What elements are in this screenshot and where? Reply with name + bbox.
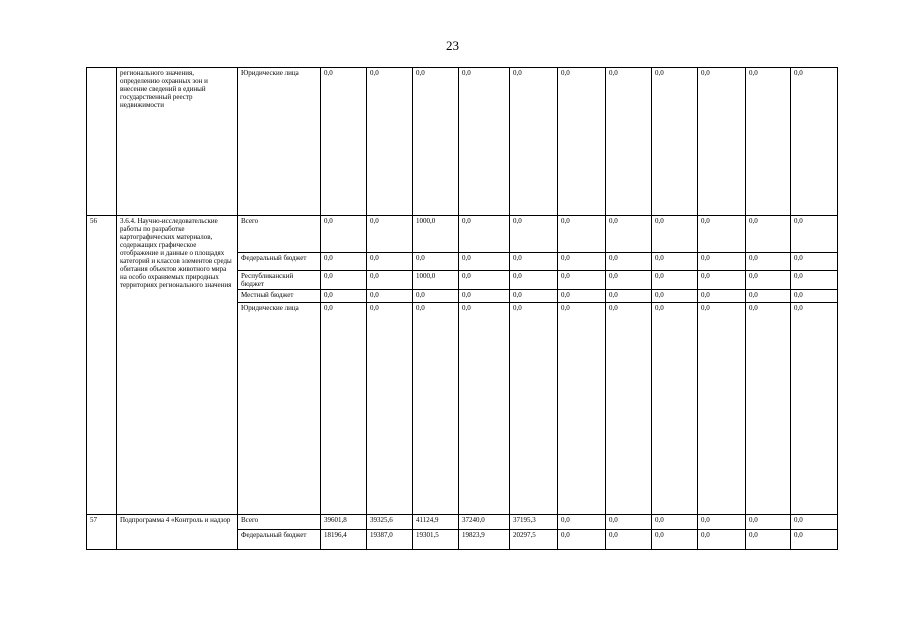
amount-cell: 39601,8 [321,515,367,530]
amount-cell: 0,0 [746,515,791,530]
amount-cell: 0,0 [367,68,413,216]
amount-cell: 0,0 [652,290,698,303]
amount-cell: 0,0 [606,530,652,550]
amount-cell: 0,0 [791,290,838,303]
amount-cell: 0,0 [558,303,606,515]
amount-cell: 0,0 [791,216,838,253]
amount-cell: 1000,0 [413,271,459,290]
amount-cell: 0,0 [558,253,606,271]
amount-cell: 0,0 [652,530,698,550]
funding-source: Федеральный бюджет [238,530,321,550]
amount-cell: 0,0 [698,303,746,515]
amount-cell: 0,0 [510,216,558,253]
amount-cell: 0,0 [606,68,652,216]
page-number: 23 [446,38,459,53]
amount-cell: 19387,0 [367,530,413,550]
amount-cell: 0,0 [321,216,367,253]
amount-cell: 0,0 [746,303,791,515]
amount-cell: 19823,9 [459,530,510,550]
row-number [87,68,117,216]
amount-cell: 0,0 [367,290,413,303]
amount-cell: 41124,9 [413,515,459,530]
amount-cell: 0,0 [459,271,510,290]
amount-cell: 0,0 [321,253,367,271]
amount-cell: 37240,0 [459,515,510,530]
measure-name: Подпрограмма 4 «Контроль и надзор [117,515,238,550]
amount-cell: 0,0 [510,290,558,303]
amount-cell: 0,0 [558,271,606,290]
measure-name: 3.6.4. Научно-исследовательские работы по разработке картографических материалов, содержащих графическое отображение и данные о площадях категорий и классов элементов среды обитания объектов животного мира на особо охраняемых природных территориях регионального значения [117,216,238,515]
funding-source: Федеральный бюджет [238,253,321,271]
amount-cell: 39325,6 [367,515,413,530]
funding-source: Юридические лица [238,303,321,515]
amount-cell: 18196,4 [321,530,367,550]
amount-cell: 0,0 [367,253,413,271]
amount-cell: 0,0 [698,253,746,271]
amount-cell: 0,0 [413,303,459,515]
amount-cell: 0,0 [606,515,652,530]
amount-cell: 0,0 [510,253,558,271]
amount-cell: 0,0 [791,515,838,530]
amount-cell: 0,0 [459,290,510,303]
amount-cell: 0,0 [746,68,791,216]
amount-cell: 0,0 [321,303,367,515]
amount-cell: 0,0 [510,68,558,216]
amount-cell: 0,0 [510,271,558,290]
row-number: 57 [87,515,117,550]
amount-cell: 0,0 [413,253,459,271]
amount-cell: 0,0 [746,290,791,303]
amount-cell: 0,0 [791,530,838,550]
funding-source: Республиканский бюджет [238,271,321,290]
table-row [87,216,838,253]
amount-cell: 0,0 [698,290,746,303]
amount-cell: 0,0 [746,530,791,550]
amount-cell: 0,0 [459,68,510,216]
amount-cell: 0,0 [791,271,838,290]
amount-cell: 0,0 [698,216,746,253]
amount-cell: 0,0 [367,303,413,515]
amount-cell: 0,0 [321,68,367,216]
amount-cell: 0,0 [606,290,652,303]
amount-cell: 0,0 [652,515,698,530]
amount-cell: 0,0 [698,530,746,550]
amount-cell: 0,0 [459,303,510,515]
amount-cell: 0,0 [367,271,413,290]
amount-cell: 0,0 [606,303,652,515]
amount-cell: 0,0 [558,530,606,550]
amount-cell: 0,0 [698,68,746,216]
amount-cell: 0,0 [558,216,606,253]
amount-cell: 0,0 [459,253,510,271]
amount-cell: 0,0 [698,271,746,290]
amount-cell: 0,0 [652,68,698,216]
amount-cell: 0,0 [413,68,459,216]
funding-source: Всего [238,216,321,253]
amount-cell: 0,0 [606,271,652,290]
funding-source: Местный бюджет [238,290,321,303]
amount-cell: 0,0 [652,253,698,271]
budget-table [86,67,838,550]
amount-cell: 20297,5 [510,530,558,550]
amount-cell: 0,0 [321,290,367,303]
amount-cell: 0,0 [606,253,652,271]
amount-cell: 0,0 [791,303,838,515]
amount-cell: 0,0 [558,290,606,303]
amount-cell: 0,0 [652,216,698,253]
amount-cell: 0,0 [558,68,606,216]
amount-cell: 0,0 [367,216,413,253]
measure-name: регионального значения, определению охранных зон и внесение сведений в единый государственный реестр недвижимости [117,68,238,216]
amount-cell: 1000,0 [413,216,459,253]
amount-cell: 0,0 [606,216,652,253]
amount-cell: 0,0 [791,68,838,216]
amount-cell: 0,0 [652,271,698,290]
amount-cell: 0,0 [746,271,791,290]
funding-source: Юридические лица [238,68,321,216]
amount-cell: 0,0 [558,515,606,530]
amount-cell: 0,0 [746,253,791,271]
table-row [87,68,838,216]
amount-cell: 19301,5 [413,530,459,550]
amount-cell: 0,0 [510,303,558,515]
amount-cell: 0,0 [321,271,367,290]
amount-cell: 0,0 [698,515,746,530]
amount-cell: 37195,3 [510,515,558,530]
amount-cell: 0,0 [791,253,838,271]
amount-cell: 0,0 [459,216,510,253]
amount-cell: 0,0 [652,303,698,515]
amount-cell: 0,0 [413,290,459,303]
funding-source: Всего [238,515,321,530]
row-number: 56 [87,216,117,515]
amount-cell: 0,0 [746,216,791,253]
table-row [87,515,838,530]
